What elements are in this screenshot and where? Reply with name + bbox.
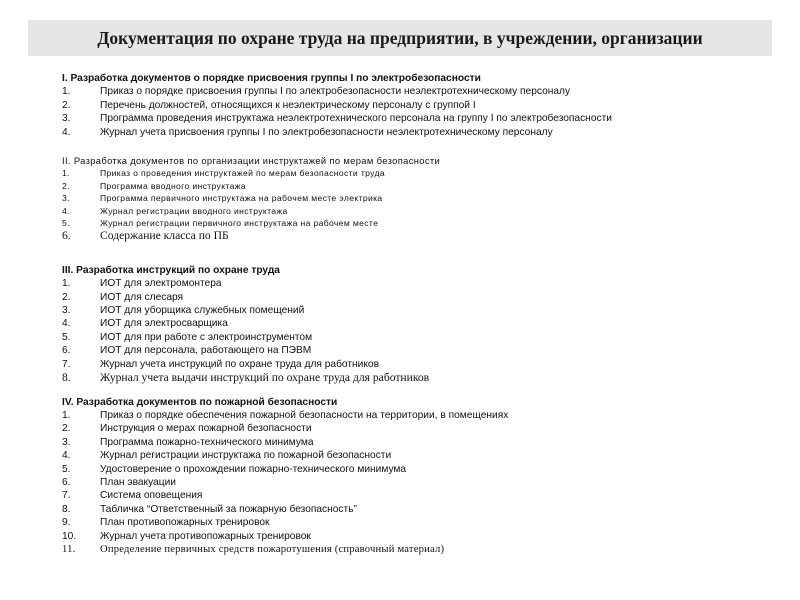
item-text: Журнал регистрации инструктажа по пожарной безопасности — [100, 450, 392, 462]
item-text: Определение первичных средств пожаротушения (справочный материал) — [100, 543, 445, 555]
item-text: Журнал учета противопожарных тренировок — [100, 530, 311, 542]
item-text: ИОТ для электромонтера — [100, 278, 222, 290]
list-item — [62, 167, 782, 179]
section-heading: II. Разработка документов по организации инструктажей по мерам безопасности — [62, 154, 441, 166]
item-text: Журнал регистрации вводного инструктажа — [100, 205, 288, 216]
item-number: 3. — [62, 305, 71, 317]
item-number: 4. — [62, 318, 71, 330]
item-number: 4. — [62, 126, 71, 138]
document-body — [62, 72, 782, 557]
item-number: 8. — [62, 503, 71, 515]
item-text: Программа проведения инструктажа неэлектротехнического персонала на группу I по электробезопасности — [100, 113, 612, 125]
section-4 — [62, 396, 782, 557]
list-item — [62, 99, 782, 112]
item-number: 6. — [62, 229, 71, 243]
item-number: 5. — [62, 217, 70, 228]
list-item — [62, 180, 782, 192]
item-number: 6. — [62, 476, 71, 488]
item-number: 3. — [62, 113, 71, 125]
section-3 — [62, 264, 782, 386]
list-item — [62, 192, 782, 204]
section-2 — [62, 154, 782, 244]
item-number: 6. — [62, 345, 71, 357]
item-text: Программа первичного инструктажа на рабочем месте электрика — [100, 193, 383, 204]
item-text: ИОТ для при работе с электроинструментом — [100, 331, 313, 343]
item-number: 2. — [62, 99, 71, 111]
item-number: 1. — [62, 410, 71, 421]
item-number: 4. — [62, 450, 71, 462]
list-item — [62, 344, 782, 357]
item-text: Программа вводного инструктажа — [100, 180, 246, 191]
section-heading: III. Разработка инструкций по охране труда — [62, 264, 280, 276]
item-number: 4. — [62, 205, 70, 216]
list-item — [62, 331, 782, 344]
list-item — [62, 371, 782, 386]
item-text: ИОТ для слесаря — [100, 291, 184, 303]
list-item — [62, 516, 782, 529]
item-number: 5. — [62, 331, 71, 343]
item-text: Система оповещения — [100, 490, 203, 502]
item-text: Программа пожарно-технического минимума — [100, 436, 314, 448]
item-number: 2. — [62, 291, 71, 303]
item-text: Журнал учета присвоения группы I по электробезопасности неэлектротехническому персоналу — [100, 126, 553, 138]
item-text: Перечень должностей, относящихся к неэлектрическому персоналу с группой I — [100, 99, 476, 111]
item-text: Инструкция о мерах пожарной безопасности — [100, 423, 312, 435]
list-item — [62, 422, 782, 435]
list-item — [62, 317, 782, 330]
list-item — [62, 409, 782, 422]
item-number: 2. — [62, 423, 71, 435]
item-text: Приказ о проведения инструктажей по мерам безопасности труда — [100, 168, 385, 179]
list-item — [62, 476, 782, 489]
item-text: ИОТ для персонала, работающего на ПЭВМ — [100, 345, 312, 357]
list-item — [62, 503, 782, 516]
item-number: 10. — [62, 530, 77, 542]
page-title: Документация по охране труда на предприятии, в учреждении, организации — [97, 27, 703, 48]
item-text: ИОТ для электросварщика — [100, 318, 228, 330]
list-item — [62, 205, 782, 217]
item-number: 9. — [62, 517, 71, 529]
list-item — [62, 489, 782, 502]
item-text: Журнал учета инструкций по охране труда для работников — [100, 358, 380, 370]
title-bar — [28, 20, 772, 56]
item-number: 8. — [62, 371, 71, 385]
item-number: 11. — [62, 543, 76, 555]
list-item — [62, 530, 782, 543]
item-text: Приказ о порядке присвоения группы I по электробезопасности неэлектротехническому персоналу — [100, 86, 571, 98]
list-item — [62, 85, 782, 98]
item-text: План противопожарных тренировок — [100, 517, 270, 529]
item-number: 1. — [62, 278, 71, 290]
item-text: ИОТ для уборщика служебных помещений — [100, 305, 305, 317]
item-number: 7. — [62, 358, 71, 370]
list-item — [62, 304, 782, 317]
item-number: 3. — [62, 436, 71, 448]
list-item — [62, 543, 782, 557]
item-number: 1. — [62, 168, 70, 179]
item-number: 5. — [62, 463, 71, 475]
item-text: Приказ о порядке обеспечения пожарной безопасности на территории, в помещениях — [100, 410, 509, 421]
list-item — [62, 436, 782, 449]
section-1 — [62, 72, 782, 139]
item-text: План эвакуации — [100, 476, 176, 488]
section-heading: I. Разработка документов о порядке присвоения группы I по электробезопасности — [62, 73, 481, 84]
list-item — [62, 358, 782, 371]
list-item — [62, 217, 782, 229]
item-number: 7. — [62, 490, 71, 502]
item-number: 3. — [62, 193, 70, 204]
list-item — [62, 277, 782, 290]
item-number: 2. — [62, 180, 70, 191]
item-text: Удостоверение о прохождении пожарно-технического минимума — [100, 463, 407, 475]
list-item — [62, 291, 782, 304]
list-item — [62, 449, 782, 462]
item-number: 1. — [62, 86, 71, 98]
section-heading: IV. Разработка документов по пожарной безопасности — [62, 396, 338, 408]
item-text: Журнал учета выдачи инструкций по охране труда для работников — [100, 371, 430, 385]
list-item — [62, 126, 782, 139]
item-text: Журнал регистрации первичного инструктажа на рабочем месте — [100, 217, 379, 228]
item-text: Содержание класса по ПБ — [100, 229, 229, 243]
list-item — [62, 112, 782, 125]
item-text: Табличка “Ответственный за пожарную безопасность” — [100, 503, 357, 515]
list-item — [62, 229, 782, 244]
list-item — [62, 463, 782, 476]
